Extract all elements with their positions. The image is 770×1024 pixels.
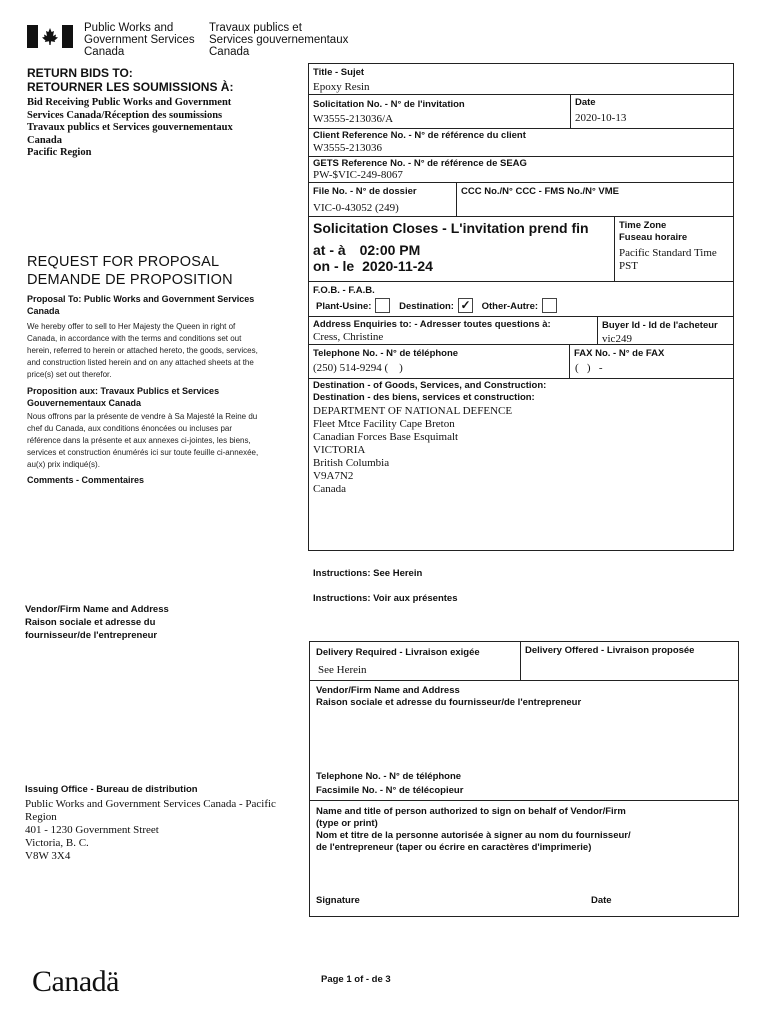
rfp-title-fr: DEMANDE DE PROPOSITION	[27, 272, 233, 288]
destination-label: Destination:	[399, 301, 454, 313]
telephone-value: (250) 514-9294 ( )	[313, 362, 403, 374]
fob-options	[316, 299, 563, 314]
vendor-left-block	[25, 603, 169, 642]
org-name-en-line3: Canada	[84, 46, 125, 58]
issuing-office-line: Public Works and Government Services Canada - Pacific	[25, 798, 276, 810]
canada-flag-icon	[27, 25, 73, 48]
issuing-office-line: 401 - 1230 Government Street	[25, 824, 159, 836]
proposal-to-heading: Proposal To: Public Works and Government Services Canada	[27, 294, 255, 316]
solicitation-no-value: W3555-213036/A	[313, 113, 394, 125]
vendor-left-line1: Vendor/Firm Name and Address	[25, 604, 169, 615]
rfp-title	[27, 253, 297, 289]
destination-line: V9A7N2	[313, 470, 354, 482]
on-label: on - le	[313, 258, 355, 274]
proposal-block	[27, 293, 259, 486]
file-no-value: VIC-0-43052 (249)	[313, 202, 399, 214]
address-enquiries-value: Cress, Christine	[313, 331, 384, 343]
buyer-id-label: Buyer Id - Id de l'acheteur	[602, 320, 718, 331]
timezone-value	[619, 247, 717, 273]
org-name-en-line1: Public Works and	[84, 22, 174, 34]
destination-goods-label	[313, 380, 546, 404]
destination-line: Canadian Forces Base Esquimalt	[313, 431, 459, 443]
destination-line: VICTORIA	[313, 444, 366, 456]
issuing-office-line: Victoria, B. C.	[25, 837, 89, 849]
issuing-office-line: V8W 3X4	[25, 850, 71, 862]
timezone-value-line1: Pacific Standard Time	[619, 247, 717, 259]
return-bids-title-en: RETURN BIDS TO:	[27, 66, 133, 80]
address-enquiries-label: Address Enquiries to: - Adresser toutes questions à:	[313, 319, 551, 330]
at-label: at - à	[313, 242, 346, 258]
buyer-id-value: vic249	[602, 333, 632, 345]
solicitation-closes-title: Solicitation Closes - L'invitation prend fin	[313, 220, 589, 236]
file-no-label: File No. - N° de dossier	[313, 186, 417, 197]
closing-date-row	[313, 258, 433, 275]
vendor-left-line3: fournisseur/de l'entrepreneur	[25, 630, 158, 641]
vendor-firm-input[interactable]	[316, 712, 726, 767]
signature-label: Signature	[316, 895, 360, 906]
timezone-value-line2: PST	[619, 260, 638, 272]
vendor-firm-label-fr: Raison sociale et adresse du fournisseur/de l'entrepreneur	[316, 697, 582, 708]
return-bids-title-fr: RETOURNER LES SOUMISSIONS À:	[27, 80, 234, 94]
fax-label: FAX No. - N° de FAX	[574, 348, 665, 359]
closing-date-value: 2020-11-24	[362, 258, 433, 274]
timezone-label-fr: Fuseau horaire	[619, 232, 688, 243]
gets-ref-label: GETS Reference No. - N° de référence de SEAG	[313, 158, 527, 169]
client-ref-label: Client Reference No. - N° de référence du client	[313, 130, 526, 141]
rfp-title-en: REQUEST FOR PROPOSAL	[27, 254, 220, 270]
closing-time-value: 02:00 PM	[359, 242, 421, 258]
vendor-telephone-label: Telephone No. - N° de téléphone	[316, 771, 462, 782]
vendor-facsimile-label: Facsimile No. - N° de télécopieur	[316, 785, 464, 796]
telephone-label: Telephone No. - N° de téléphone	[313, 348, 459, 359]
org-name-fr-line3: Canada	[209, 46, 250, 58]
client-ref-value: W3555-213036	[313, 142, 383, 154]
plant-checkbox[interactable]	[375, 298, 390, 313]
return-bids-line: Pacific Region	[27, 147, 92, 158]
proposition-heading: Proposition aux: Travaux Publics et Services Gouvernementaux Canada	[27, 386, 220, 408]
return-bids-block	[27, 66, 297, 160]
comments-label: Comments - Commentaires	[27, 475, 145, 485]
org-name-fr-line1: Travaux publics et	[209, 22, 302, 34]
other-checkbox[interactable]	[542, 298, 557, 313]
authorized-person-en-line2: (type or print)	[316, 818, 378, 829]
return-bids-line: Travaux publics et Services gouvernementaux	[27, 122, 233, 133]
instructions-en: Instructions: See Herein	[313, 568, 423, 579]
destination-line: British Columbia	[313, 457, 390, 469]
timezone-label	[619, 220, 687, 244]
instructions-fr: Instructions: Voir aux présentes	[313, 593, 458, 604]
delivery-offered-label: Delivery Offered - Livraison proposée	[525, 645, 695, 656]
authorized-person-en-line1: Name and title of person authorized to sign on behalf of Vendor/Firm	[316, 806, 626, 817]
vendor-firm-label-en: Vendor/Firm Name and Address	[316, 685, 460, 696]
title-value: Epoxy Resin	[313, 81, 370, 93]
return-bids-line: Canada	[27, 134, 63, 146]
ccc-no-label: CCC No./N° CCC - FMS No./N° VME	[461, 186, 620, 197]
destination-line: DEPARTMENT OF NATIONAL DEFENCE	[313, 405, 513, 417]
other-label: Other-Autre:	[481, 301, 539, 313]
date-label: Date	[575, 97, 596, 108]
vendor-firm-label	[316, 685, 581, 709]
return-bids-line: Services Canada/Réception des soumissions	[27, 109, 223, 121]
destination-line: Canada	[313, 483, 346, 495]
issuing-office-label: Issuing Office - Bureau de distribution	[25, 784, 198, 795]
return-bids-line: Bid Receiving Public Works and Government	[27, 97, 232, 108]
fax-value: ( ) -	[575, 362, 603, 374]
proposal-to-text: We hereby offer to sell to Her Majesty the Queen in right of Canada, in accordance with the terms and conditions set out herein, referred to herein or attached hereto, the goods, services, and construction listed herein and on any attached sheets at the price(s) set out therefor.	[27, 322, 258, 379]
delivery-required-label: Delivery Required - Livraison exigée	[316, 647, 480, 658]
destination-address	[313, 405, 512, 496]
authorized-person-label	[316, 806, 631, 854]
destination-goods-label-fr: Destination - des biens, services et construction:	[313, 392, 535, 403]
destination-line: Fleet Mtce Facility Cape Breton	[313, 418, 455, 430]
authorized-person-fr-line1: Nom et titre de la personne autorisée à signer au nom du fournisseur/	[316, 830, 631, 841]
vendor-left-line2: Raison sociale et adresse du	[25, 617, 156, 628]
date-value: 2020-10-13	[575, 112, 627, 124]
signature-date-label: Date	[591, 895, 612, 906]
fob-label: F.O.B. - F.A.B.	[313, 285, 375, 296]
title-label: Title - Sujet	[313, 67, 365, 78]
org-name-en	[84, 22, 195, 58]
timezone-label-en: Time Zone	[619, 220, 667, 231]
checkmark-icon: ✓	[460, 298, 471, 312]
proposition-text: Nous offrons par la présente de vendre à Sa Majesté la Reine du chef du Canada, aux conditions énoncées ou incluses par référence dans la présente et aux annexes ci-jointes, les biens, services et construction énumérés ici sur toute feuille ci-annexée, au(x) prix indiqué(s).	[27, 412, 259, 469]
gets-ref-value: PW-$VIC-249-8067	[313, 169, 403, 181]
issuing-office-block	[25, 783, 305, 863]
plant-label: Plant-Usine:	[316, 301, 372, 313]
closing-time-row	[313, 242, 420, 259]
delivery-required-value: See Herein	[318, 664, 367, 676]
page-number: Page 1 of - de 3	[321, 974, 391, 985]
destination-checkbox[interactable]	[458, 298, 473, 313]
destination-goods-label-en: Destination - of Goods, Services, and Construction:	[313, 380, 547, 391]
org-name-fr	[209, 22, 348, 58]
org-name-en-line2: Government Services	[84, 34, 195, 46]
issuing-office-line: Region	[25, 811, 57, 823]
authorized-person-fr-line2: de l'entrepreneur (taper ou écrire en caractères d'imprimerie)	[316, 842, 592, 853]
canada-wordmark: Canadä	[32, 965, 119, 998]
org-name-fr-line2: Services gouvernementaux	[209, 34, 349, 46]
solicitation-no-label: Solicitation No. - N° de l'invitation	[313, 99, 465, 110]
